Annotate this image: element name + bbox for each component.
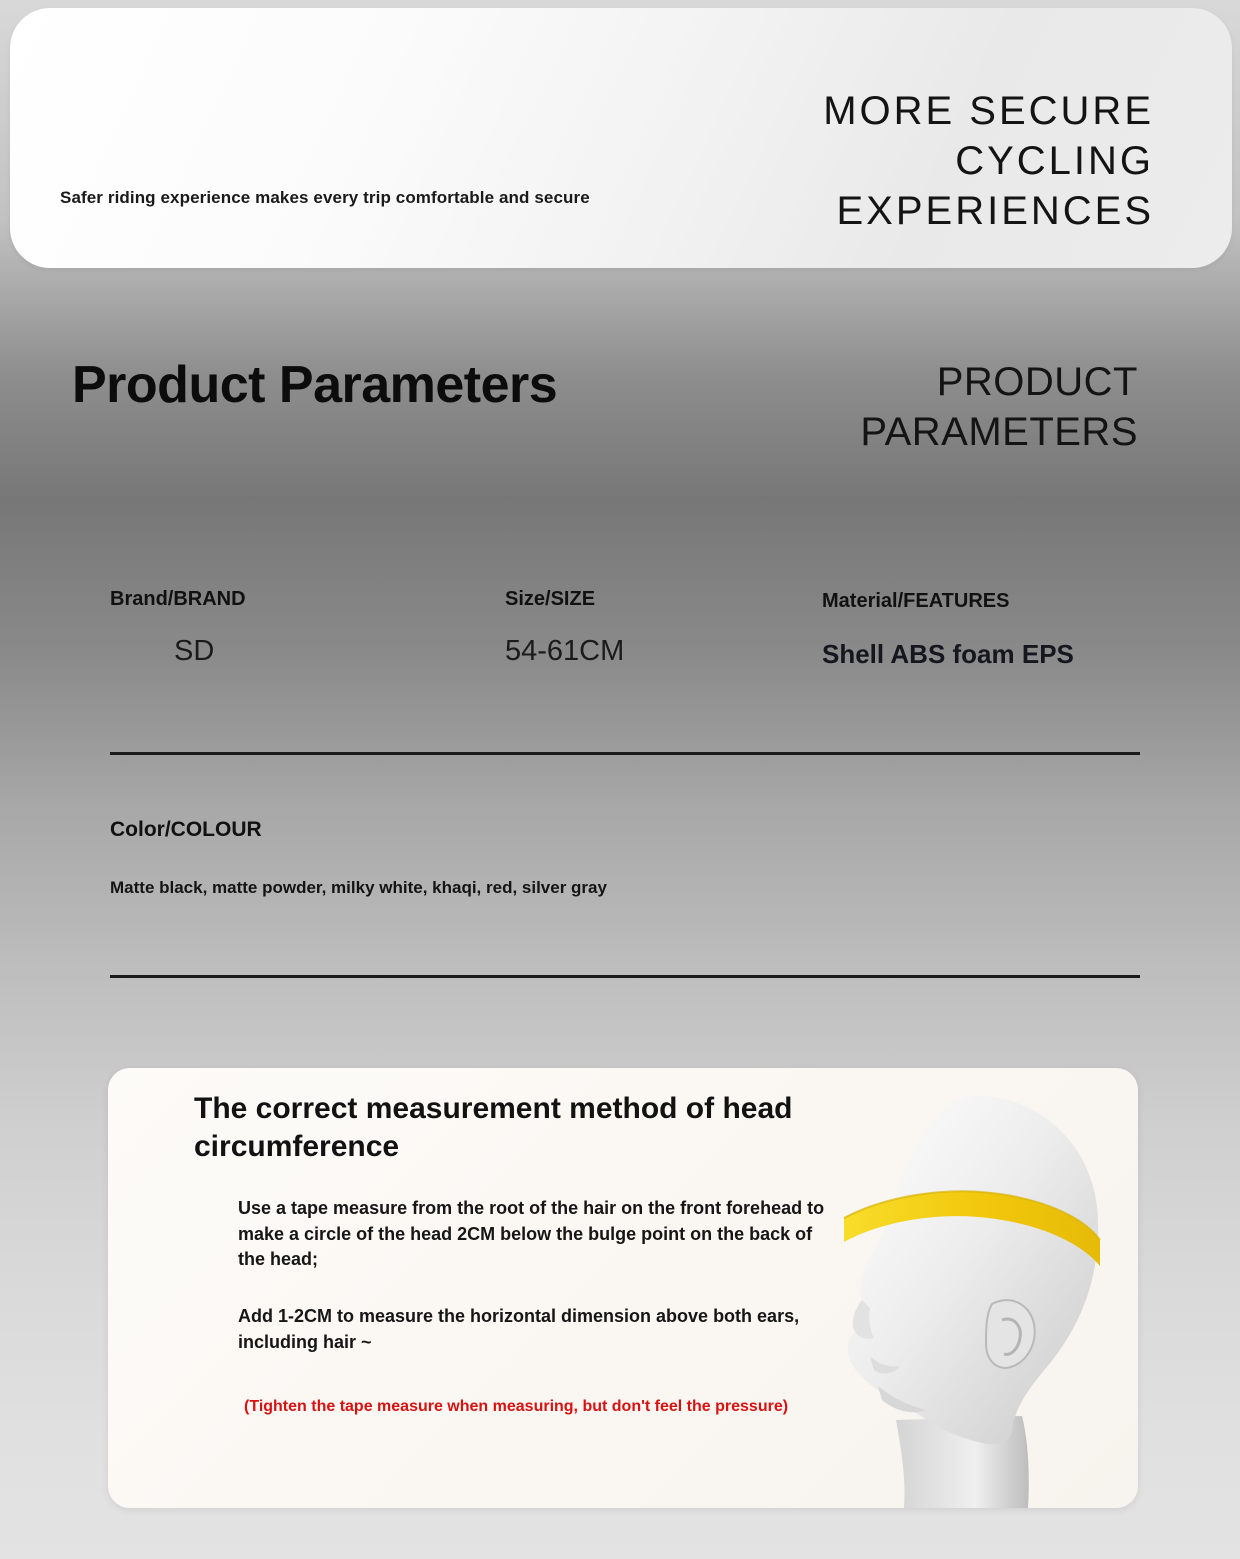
banner-headline-line3: EXPERIENCES [836,189,1154,233]
spec-label-brand: Brand/BRAND [110,588,246,610]
banner-headline [823,86,1154,236]
spec-value-size: 54-61CM [505,635,625,667]
measurement-title: The correct measurement method of head circumference [194,1092,793,1164]
section-title-secondary [860,358,1138,457]
hero-banner [10,8,1232,268]
spec-value-material: Shell ABS foam EPS [822,639,1074,669]
banner-headline-line1: MORE SECURE [823,89,1154,133]
spec-item-material [822,590,1074,670]
spec-row [0,578,1240,708]
spec-value-color: Matte black, matte powder, milky white, khaqi, red, silver gray [110,878,607,897]
section-title-secondary-line2: PARAMETERS [860,409,1138,454]
divider-bottom [110,975,1140,978]
measurement-card [108,1068,1138,1508]
spec-value-brand: SD [174,635,215,667]
measurement-paragraph-1: Use a tape measure from the root of the hair on the front forehead to make a circle of the head 2CM below the bulge point on the back of the head; [238,1198,825,1270]
spec-label-color: Color/COLOUR [110,818,262,841]
section-title-secondary-line1: PRODUCT [936,360,1138,404]
section-title: Product Parameters [72,356,558,414]
spec-item-size [505,588,624,668]
measurement-note: (Tighten the tape measure when measuring, but don't feel the pressure) [244,1398,789,1415]
measurement-paragraph-2: Add 1-2CM to measure the horizontal dimension above both ears, including hair ~ [238,1306,800,1352]
banner-subtitle: Safer riding experience makes every trip comfortable and secure [60,188,590,207]
mannequin-head-illustration [778,1068,1138,1508]
divider-top [110,752,1140,755]
banner-headline-line2: CYCLING [955,139,1154,183]
spec-label-size: Size/SIZE [505,588,596,610]
spec-item-color [110,818,607,898]
spec-item-brand [110,588,246,668]
spec-label-material: Material/FEATURES [822,590,1010,612]
